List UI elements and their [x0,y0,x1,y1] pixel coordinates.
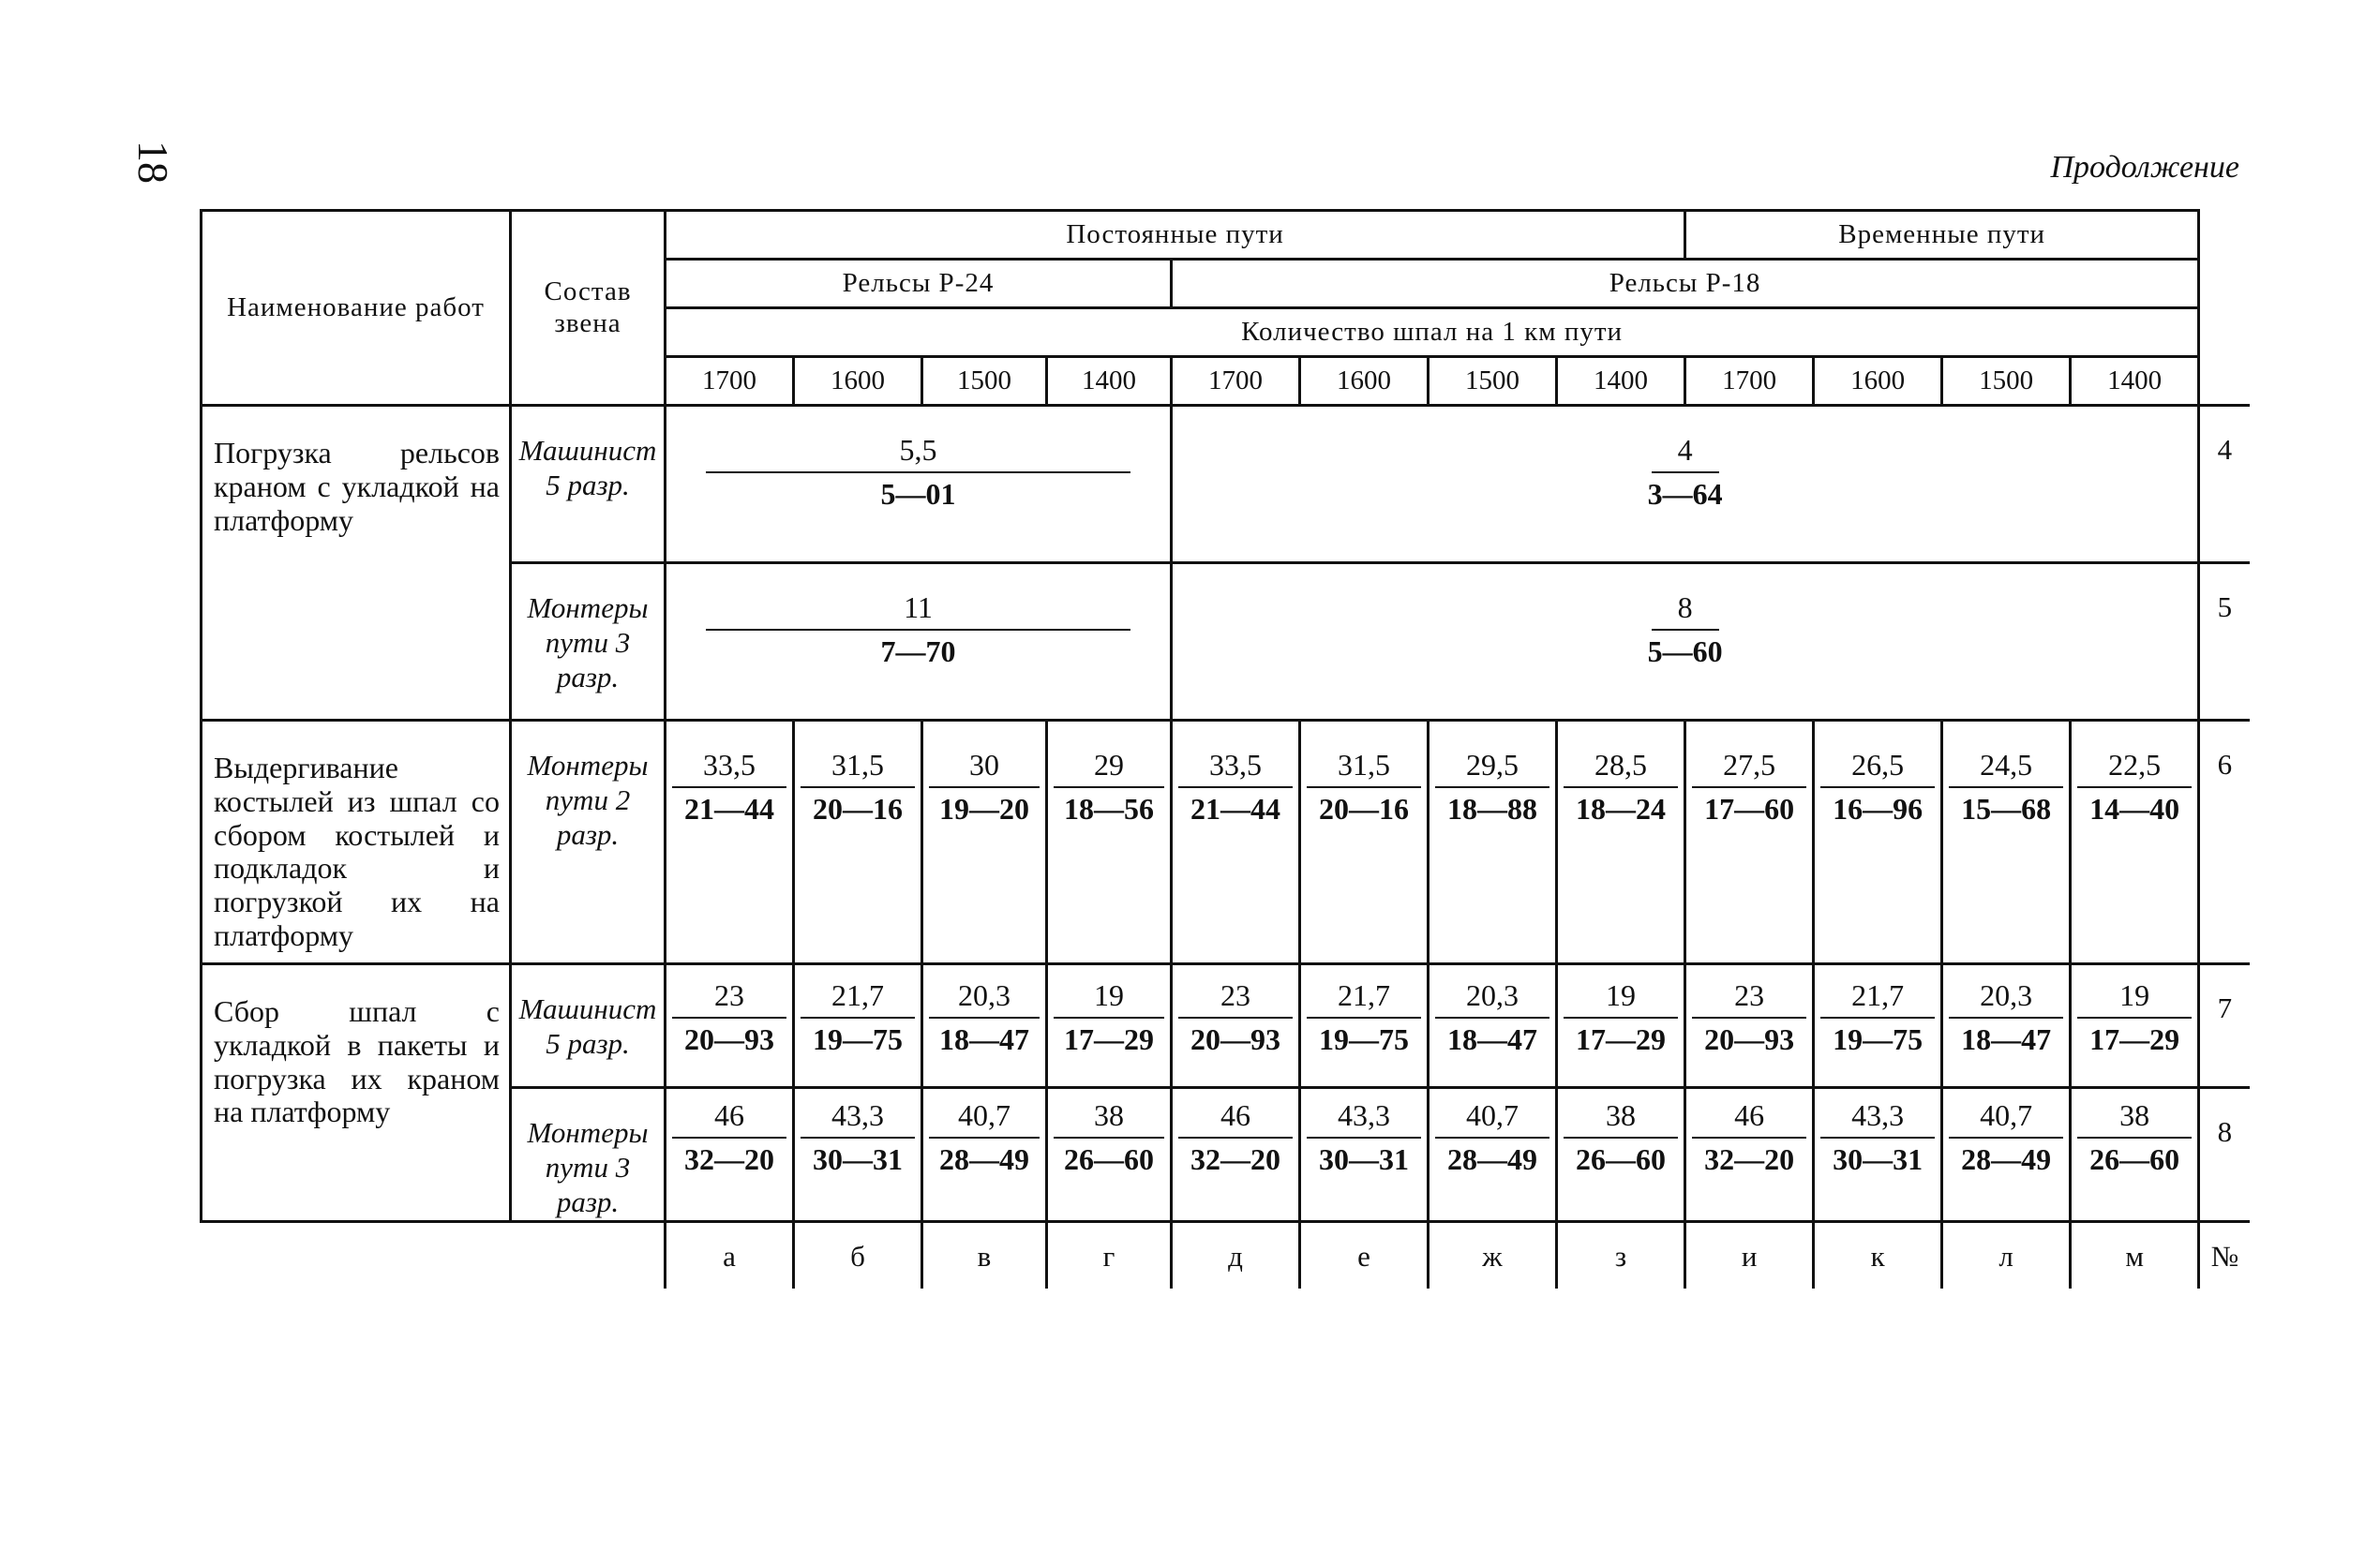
column-letter: б [794,1221,922,1289]
row-number: 5 [2199,563,2250,721]
value-cell [1172,563,2199,721]
value-cell [1814,963,1942,1087]
count-header: 1400 [2071,357,2199,406]
value-cell [1942,1087,2071,1221]
value-cell [1300,1087,1429,1221]
value-cell [666,1087,794,1221]
norm-value: 43,3 [1820,1098,1935,1139]
norm-value: 33,5 [1178,748,1293,788]
norm-value: 4 [1652,433,1719,473]
price-value: 18—47 [939,1021,1029,1056]
value-cell [1557,721,1685,964]
norm-value: 31,5 [801,748,915,788]
value-cell [922,1087,1047,1221]
header-rownum-blank [2199,211,2250,406]
value-cell [1814,1087,1942,1221]
value-cell [1300,963,1429,1087]
value-cell [666,721,794,964]
price-value: 32—20 [684,1141,774,1176]
value-cell [1172,721,1300,964]
price-value: 17—29 [1064,1021,1154,1056]
work-name: Выдергивание костылей из шпал со сбором костылей и подкладок и погрузкой их на платформу [202,721,511,964]
norms-table [200,209,2250,1289]
price-value: 18—47 [1961,1021,2052,1056]
norm-value: 20,3 [1949,978,2063,1019]
norm-value: 40,7 [929,1098,1040,1139]
crew-cell: Монтеры пути 3 разр. [511,1087,666,1221]
column-letter: к [1814,1221,1942,1289]
value-cell [1047,721,1172,964]
norm-value: 23 [1692,978,1806,1019]
price-value: 28—49 [1447,1141,1537,1176]
column-letters-row [202,1221,2250,1289]
price-value: 32—20 [1190,1141,1280,1176]
value-cell [666,563,1172,721]
norm-value: 31,5 [1307,748,1421,788]
value-cell [1685,721,1814,964]
value-cell [1172,406,2199,563]
norm-value: 23 [672,978,786,1019]
value-cell [794,963,922,1087]
price-value: 7—70 [880,634,956,668]
value-cell [922,721,1047,964]
norm-value: 20,3 [929,978,1040,1019]
value-cell [1172,963,1300,1087]
column-letter: г [1047,1221,1172,1289]
crew-cell: Машинист 5 разр. [511,406,666,563]
column-letter: ж [1429,1221,1557,1289]
price-value: 30—31 [1319,1141,1409,1176]
value-cell [1942,963,2071,1087]
norm-value: 11 [706,590,1130,631]
row-number: 8 [2199,1087,2250,1221]
work-name: Сбор шпал с укладкой в пакеты и погрузка их краном на платформу [202,963,511,1221]
price-value: 19—20 [939,792,1029,826]
header-rail-p24: Рельсы Р-24 [666,260,1172,308]
column-letter: д [1172,1221,1300,1289]
work-name: Погрузка рельсов краном с укладкой на платформу [202,406,511,721]
norm-value: 5,5 [706,433,1130,473]
price-value: 16—96 [1833,792,1923,826]
value-cell [794,721,922,964]
price-value: 18—24 [1576,792,1667,826]
price-value: 5—60 [1647,634,1723,668]
column-letter: з [1557,1221,1685,1289]
count-header: 1400 [1557,357,1685,406]
norm-value: 20,3 [1435,978,1549,1019]
column-letter: и [1685,1221,1814,1289]
price-value: 26—60 [2089,1141,2180,1176]
value-cell [1685,1087,1814,1221]
value-cell [1685,963,1814,1087]
price-value: 19—75 [1319,1021,1409,1056]
value-cell [1429,963,1557,1087]
value-cell [2071,1087,2199,1221]
header-rail-p18: Рельсы Р-18 [1172,260,2199,308]
price-value: 3—64 [1647,477,1723,511]
value-cell [1047,963,1172,1087]
value-cell [1557,963,1685,1087]
value-cell [1814,721,1942,964]
number-label: № [2199,1221,2250,1289]
price-value: 21—44 [1190,792,1280,826]
footer-blank [511,1221,666,1289]
value-cell [922,963,1047,1087]
price-value: 20—16 [813,792,903,826]
value-cell [1429,1087,1557,1221]
footer-blank [202,1221,511,1289]
value-cell [1557,1087,1685,1221]
price-value: 26—60 [1576,1141,1667,1176]
price-value: 17—29 [1576,1021,1667,1056]
norm-value: 21,7 [801,978,915,1019]
price-value: 30—31 [813,1141,903,1176]
norm-value: 24,5 [1949,748,2063,788]
column-letter: е [1300,1221,1429,1289]
price-value: 15—68 [1961,792,2052,826]
norm-value: 21,7 [1307,978,1421,1019]
value-cell [1300,721,1429,964]
column-letter: л [1942,1221,2071,1289]
norm-value: 29 [1054,748,1165,788]
page-number: 18 [129,141,177,184]
count-header: 1600 [1814,357,1942,406]
crew-cell: Монтеры пути 2 разр. [511,721,666,964]
norm-value: 29,5 [1435,748,1549,788]
count-header: 1400 [1047,357,1172,406]
norm-value: 8 [1652,590,1719,631]
table-row [202,721,2250,964]
column-letter: м [2071,1221,2199,1289]
norm-value: 43,3 [1307,1098,1421,1139]
value-cell [1047,1087,1172,1221]
price-value: 18—88 [1447,792,1537,826]
header-permanent: Постоянные пути [666,211,1685,260]
norm-value: 46 [1178,1098,1293,1139]
price-value: 28—49 [1961,1141,2052,1176]
price-value: 17—29 [2089,1021,2180,1056]
column-letter: в [922,1221,1047,1289]
column-letter: а [666,1221,794,1289]
value-cell [1172,1087,1300,1221]
price-value: 14—40 [2089,792,2180,826]
header-temporary: Временные пути [1685,211,2199,260]
norm-value: 40,7 [1949,1098,2063,1139]
norm-value: 26,5 [1820,748,1935,788]
norm-value: 40,7 [1435,1098,1549,1139]
norm-value: 38 [1054,1098,1165,1139]
price-value: 20—93 [1704,1021,1795,1056]
norm-value: 19 [1054,978,1165,1019]
price-value: 5—01 [880,477,956,511]
row-number: 6 [2199,721,2250,964]
count-header: 1500 [1429,357,1557,406]
header-work-name: Наименование работ [202,211,511,406]
price-value: 20—93 [1190,1021,1280,1056]
price-value: 18—47 [1447,1021,1537,1056]
norm-value: 30 [929,748,1040,788]
row-number: 4 [2199,406,2250,563]
count-header: 1500 [1942,357,2071,406]
price-value: 26—60 [1064,1141,1154,1176]
price-value: 21—44 [684,792,774,826]
count-header: 1600 [1300,357,1429,406]
count-header: 1700 [1685,357,1814,406]
value-cell [1429,721,1557,964]
norm-value: 38 [2077,1098,2192,1139]
price-value: 18—56 [1064,792,1154,826]
value-cell [2071,721,2199,964]
norm-value: 23 [1178,978,1293,1019]
header-sleepers: Количество шпал на 1 км пути [666,308,2199,357]
price-value: 19—75 [1833,1021,1923,1056]
norm-value: 21,7 [1820,978,1935,1019]
count-header: 1700 [666,357,794,406]
norm-value: 43,3 [801,1098,915,1139]
norm-value: 27,5 [1692,748,1806,788]
price-value: 19—75 [813,1021,903,1056]
norm-value: 33,5 [672,748,786,788]
count-header: 1600 [794,357,922,406]
table-row [202,406,2250,563]
crew-cell: Монтеры пути 3 разр. [511,563,666,721]
price-value: 28—49 [939,1141,1029,1176]
value-cell [794,1087,922,1221]
norm-value: 46 [672,1098,786,1139]
count-header: 1500 [922,357,1047,406]
norm-value: 19 [1564,978,1678,1019]
norm-value: 38 [1564,1098,1678,1139]
norm-value: 19 [2077,978,2192,1019]
price-value: 20—93 [684,1021,774,1056]
price-value: 32—20 [1704,1141,1795,1176]
price-value: 17—60 [1704,792,1795,826]
value-cell [2071,963,2199,1087]
table-row [202,963,2250,1087]
price-value: 20—16 [1319,792,1409,826]
row-number: 7 [2199,963,2250,1087]
norm-value: 28,5 [1564,748,1678,788]
continuation-label: Продолжение [2050,150,2239,185]
value-cell [1942,721,2071,964]
count-header: 1700 [1172,357,1300,406]
value-cell [666,406,1172,563]
crew-cell: Машинист 5 разр. [511,963,666,1087]
header-crew: Состав звена [511,211,666,406]
norm-value: 22,5 [2077,748,2192,788]
price-value: 30—31 [1833,1141,1923,1176]
norm-value: 46 [1692,1098,1806,1139]
value-cell [666,963,794,1087]
